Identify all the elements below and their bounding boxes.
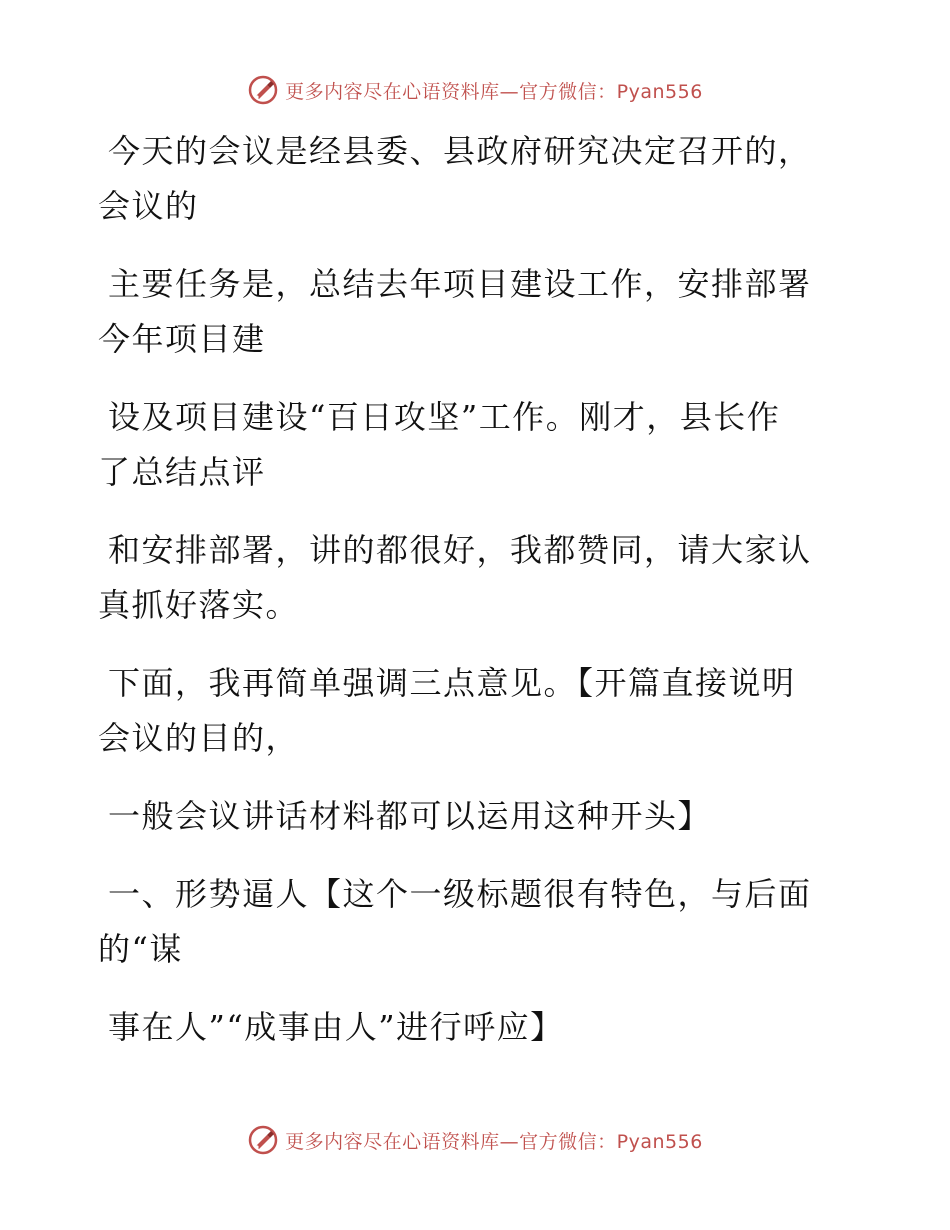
paragraph-6 [98, 789, 838, 844]
watermark-text: 更多内容尽在心语资料库—官方微信：Pyan556 [285, 80, 703, 103]
paragraph-5 [98, 656, 838, 766]
paragraph-1-line-2: 会议的 [98, 187, 199, 225]
paragraph-1 [98, 124, 838, 234]
paragraph-5-line-2: 会议的目的， [98, 719, 300, 757]
pen-logo-icon [247, 1124, 279, 1156]
paragraph-6-line-1: 一般会议讲话材料都可以运用这种开头】 [108, 797, 712, 835]
paragraph-3-line-1: 设及项目建设“百日攻坚”工作。刚才，县长作 [108, 398, 781, 436]
paragraph-7-line-1: 一、形势逼人【这个一级标题很有特色，与后面 [108, 875, 812, 913]
pen-logo-icon [247, 74, 279, 106]
footer-watermark [0, 1124, 950, 1156]
paragraph-7-line-2: 的“谋 [98, 930, 183, 968]
paragraph-4 [98, 523, 838, 633]
paragraph-4-line-1: 和安排部署，讲的都很好，我都赞同，请大家认 [108, 531, 812, 569]
paragraph-2-line-2: 今年项目建 [98, 320, 266, 358]
header-watermark [0, 74, 950, 106]
document-body [98, 124, 838, 1078]
paragraph-8 [98, 1000, 838, 1055]
paragraph-5-line-1: 下面，我再简单强调三点意见。【开篇直接说明 [108, 664, 796, 702]
paragraph-1-line-1: 今天的会议是经县委、县政府研究决定召开的， [108, 132, 812, 170]
paragraph-2 [98, 257, 838, 367]
watermark-text: 更多内容尽在心语资料库—官方微信：Pyan556 [285, 1130, 703, 1153]
paragraph-7 [98, 867, 838, 977]
paragraph-3 [98, 390, 838, 500]
paragraph-8-line-1: 事在人”“成事由人”进行呼应】 [108, 1008, 564, 1046]
paragraph-2-line-1: 主要任务是，总结去年项目建设工作，安排部署 [108, 265, 812, 303]
paragraph-3-line-2: 了总结点评 [98, 453, 266, 491]
paragraph-4-line-2: 真抓好落实。 [98, 586, 300, 624]
